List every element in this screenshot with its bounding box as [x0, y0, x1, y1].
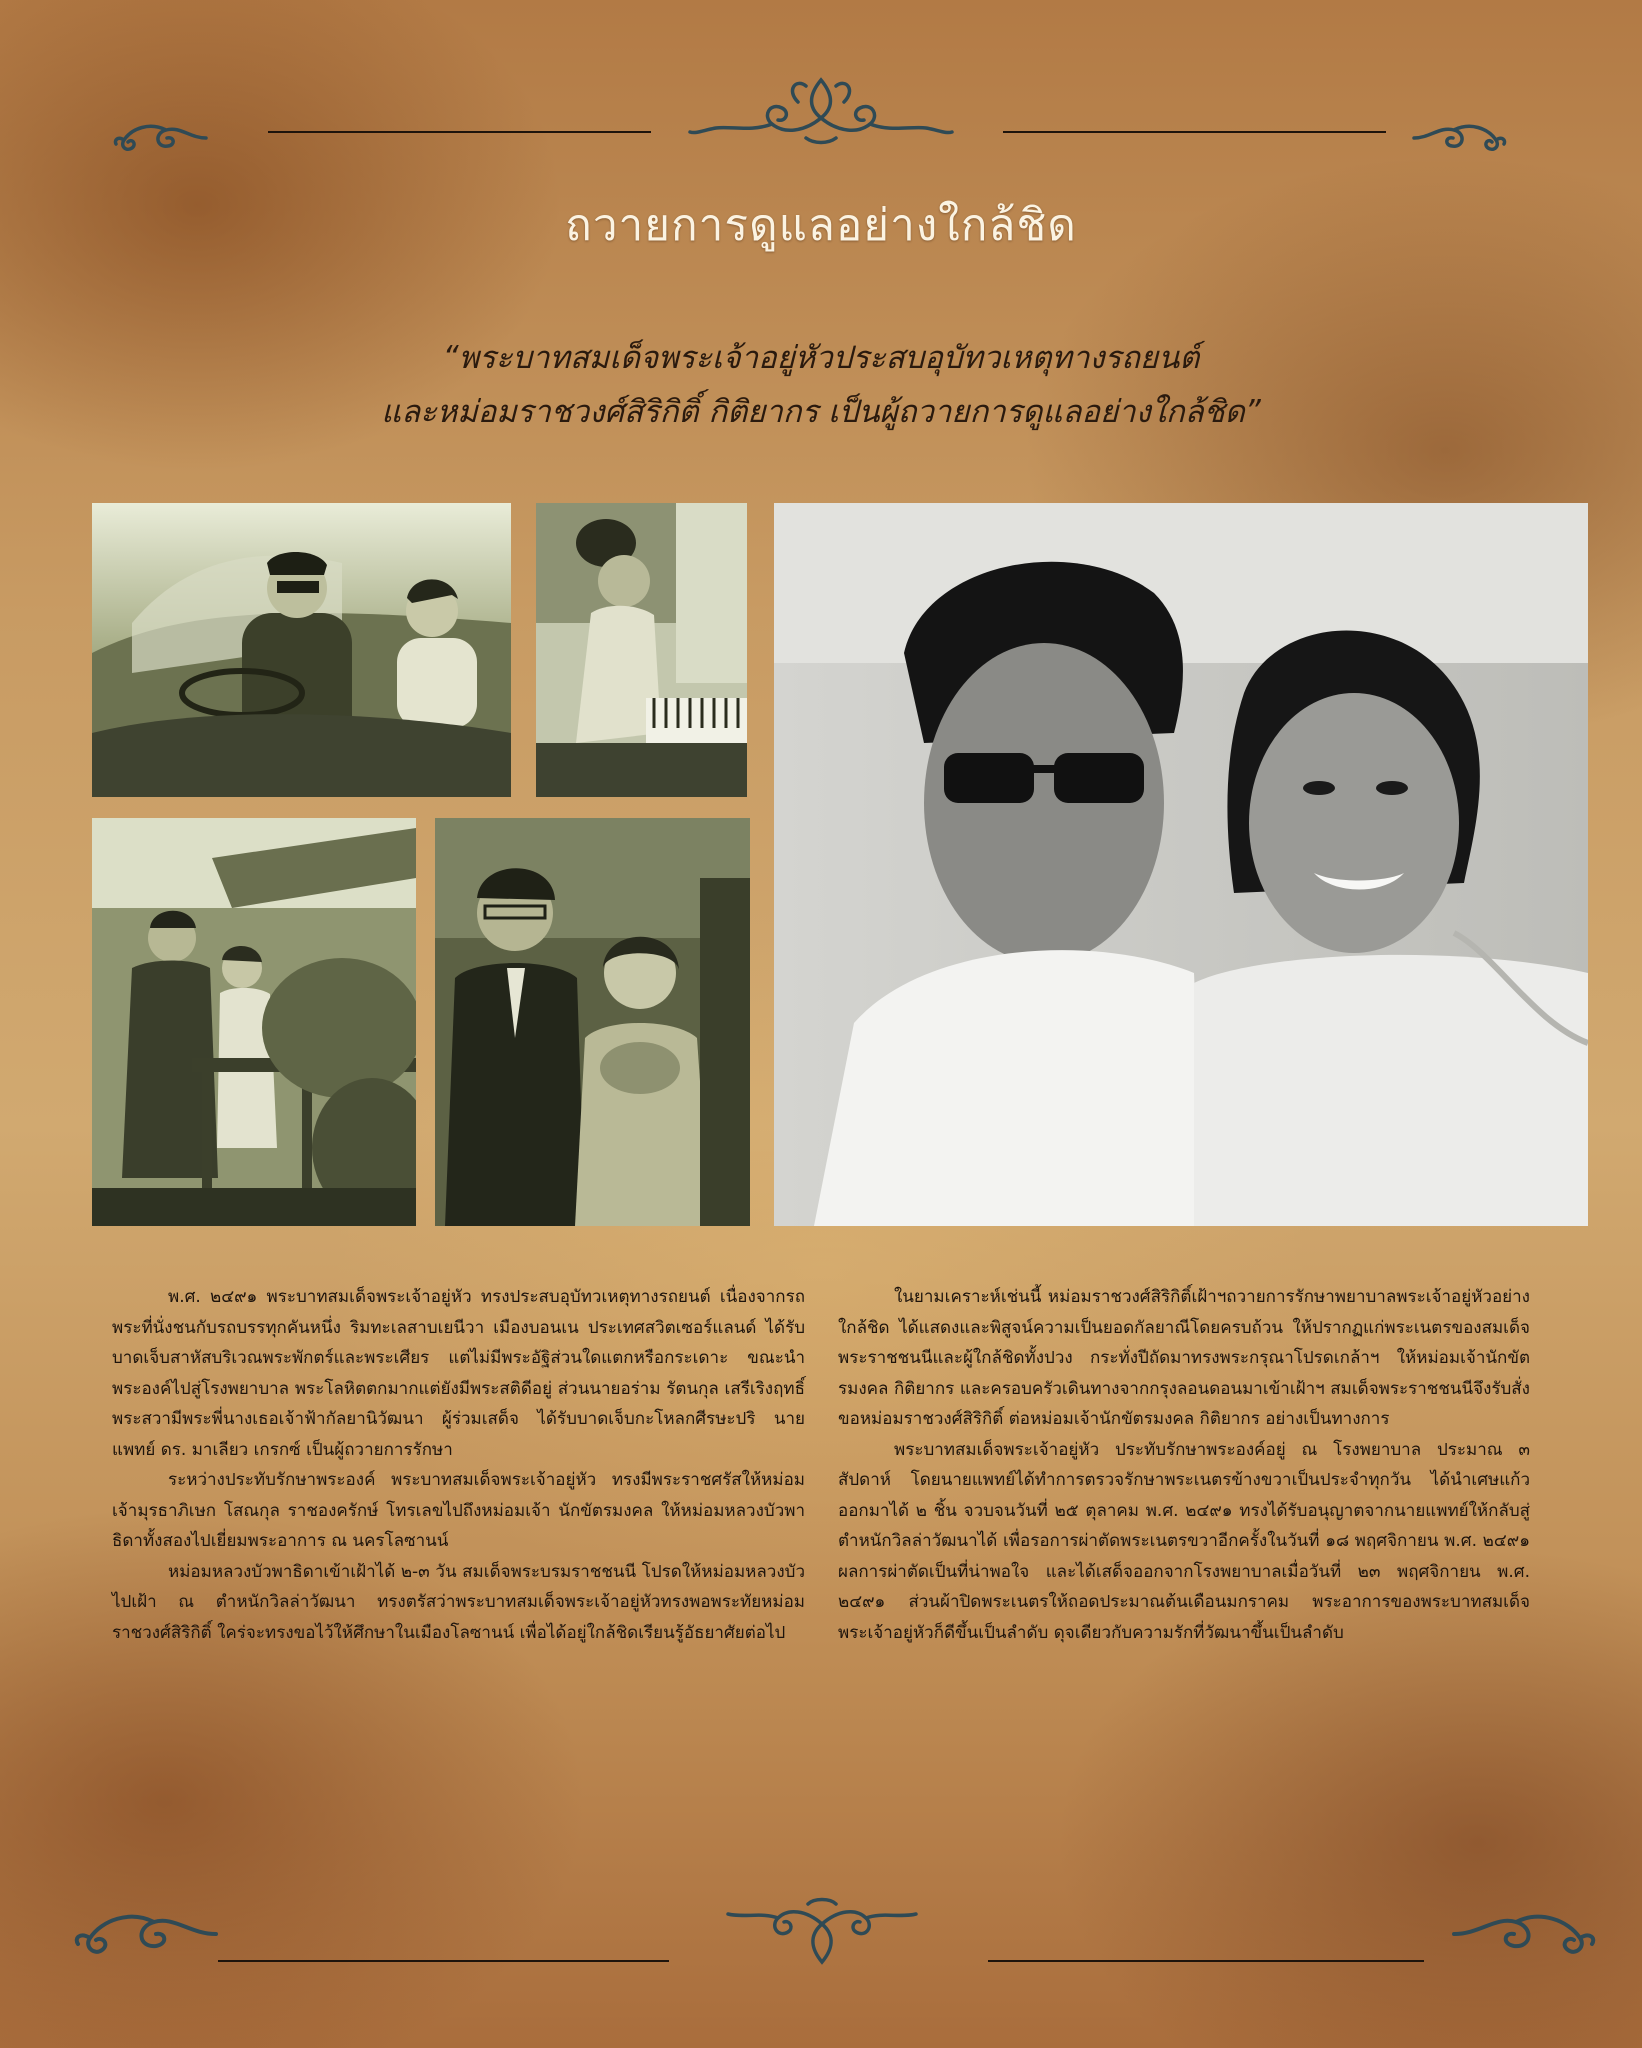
right-text-column: [838, 1282, 1530, 1648]
photo-couple-standing: [435, 818, 750, 1226]
right-paragraph-1: ในยามเคราะห์เช่นนี้ หม่อมราชวงศ์สิริกิติ์เฝ้าฯถวายการรักษาพยาบาลพระเจ้าอยู่หัวอย่างใกล้ชิด ได้แสดงและพิสูจน์ความเป็นยอดกัลยาณีโดยครบถ้วน ให้ปรากฏแก่พระเนตรของสมเด็จพระราชชนนีและผู้ใกล้ชิดทั้งปวง กระทั่งปีถัดมาทรงพระกรุณาโปรดเกล้าฯ ให้หม่อมเจ้านักขัตรมงคล กิติยากร และครอบครัวเดินทางจากกรุงลอนดอนมาเข้าเฝ้าฯ สมเด็จพระราชชนนีจึงรับสั่งขอหม่อมราชวงศ์สิริกิติ์ ต่อหม่อมเจ้านักขัตรมงคล กิติยากร อย่างเป็นทางการ: [838, 1287, 1530, 1429]
top-center-ornament-icon: [686, 72, 956, 152]
photo-couple-closeup: [774, 503, 1588, 1226]
top-left-flourish-icon: [110, 118, 210, 158]
photo-piano: [536, 503, 747, 797]
bottom-right-rule: [988, 1960, 1424, 1962]
bottom-right-flourish-icon: [1450, 1906, 1600, 1962]
left-paragraph-1: พ.ศ. ๒๔๙๑ พระบาทสมเด็จพระเจ้าอยู่หัว ทรงประสบอุบัทวเหตุทางรถยนต์ เนื่องจากรถพระที่นั่งชนกับรถบรรทุกคันหนึ่ง ริมทะเลสาบเยนีวา เมืองบอนเน ประเทศสวิตเซอร์แลนด์ ได้รับบาดเจ็บสาหัสบริเวณพระพักตร์และพระเศียร แต่ไม่มีพระอัฐิส่วนใดแตกหรือกระเดาะ ขณะนำพระองค์ไปสู่โรงพยาบาล พระโลหิตตกมากแต่ยังมีพระสติดีอยู่ ส่วนนายอร่าม รัตนกุล เสรีเริงฤทธิ์ พระสวามีพระพี่นางเธอเจ้าฟ้ากัลยานิวัฒนา ผู้ร่วมเสด็จ ได้รับบาดเจ็บกะโหลกศีรษะปริ นายแพทย์ ดร. มาเลียว เกรกซ์ เป็นผู้ถวายการรักษา: [112, 1287, 805, 1460]
right-paragraph-2: พระบาทสมเด็จพระเจ้าอยู่หัว ประทับรักษาพระองค์อยู่ ณ โรงพยาบาล ประมาณ ๓ สัปดาห์ โดยนายแพทย์ได้ทำการตรวจรักษาพระเนตรข้างขวาเป็นประจำทุกวัน ได้นำเศษแก้วออกมาได้ ๒ ชิ้น จวบจนวันที่ ๒๕ ตุลาคม พ.ศ. ๒๔๙๑ ทรงได้รับอนุญาตจากนายแพทย์ให้กลับสู่ตำหนักวิลล่าวัฒนาได้ เพื่อรอการผ่าตัดพระเนตรขวาอีกครั้งในวันที่ ๑๘ พฤศจิกายน พ.ศ. ๒๔๙๑ ผลการผ่าตัดเป็นที่น่าพอใจ และได้เสด็จออกจากโรงพยาบาลเมื่อวันที่ ๒๓ พฤศจิกายน พ.ศ. ๒๔๙๑ ส่วนผ้าปิดพระเนตรให้ถอดประมาณต้นเดือนมกราคม พระอาการของพระบาทสมเด็จพระเจ้าอยู่หัวก็ดีขึ้นเป็นลำดับ ดุจเดียวกับความรักที่วัฒนาขึ้นเป็นลำดับ: [838, 1439, 1530, 1643]
quote-line-1: “พระบาทสมเด็จพระเจ้าอยู่หัวประสบอุบัทวเหตุทางรถยนต์: [442, 340, 1200, 376]
top-left-rule: [268, 131, 651, 133]
top-right-flourish-icon: [1410, 118, 1510, 158]
left-paragraph-3: หม่อมหลวงบัวพาธิดาเข้าเฝ้าได้ ๒-๓ วัน สมเด็จพระบรมราชชนนี โปรดให้หม่อมหลวงบัวไปเฝ้า ณ ตำหนักวิลล่าวัฒนา ทรงตรัสว่าพระบาทสมเด็จพระเจ้าอยู่หัวทรงพอพระทัยหม่อมราชวงศ์สิริกิติ์ ใคร่จะทรงขอไว้ให้ศึกษาในเมืองโลซานน์ เพื่อได้อยู่ใกล้ชิดเรียนรู้อัธยาศัยต่อไป: [112, 1561, 805, 1643]
photo-convertible-car: [92, 503, 511, 797]
left-text-column: [112, 1282, 805, 1648]
photo-garden-balcony: [92, 818, 416, 1226]
page-title: ถวายการดูแลอย่างใกล้ชิด: [565, 200, 1077, 251]
bottom-center-ornament-icon: [722, 1890, 922, 1970]
top-right-rule: [1003, 131, 1386, 133]
bottom-left-rule: [218, 1960, 669, 1962]
quote-line-2: และหม่อมราชวงศ์สิริกิติ์ กิติยากร เป็นผู้ถวายการดูแลอย่างใกล้ชิด”: [381, 394, 1261, 430]
bottom-left-flourish-icon: [70, 1906, 220, 1962]
left-paragraph-2: ระหว่างประทับรักษาพระองค์ พระบาทสมเด็จพระเจ้าอยู่หัว ทรงมีพระราชศรัสให้หม่อมเจ้ามุรธาภิเษก โสณกุล ราชองครักษ์ โทรเลขไปถึงหม่อมเจ้า นักขัตรมงคล ให้หม่อมหลวงบัวพาธิดาทั้งสองไปเยี่ยมพระอาการ ณ นครโลซานน์: [112, 1470, 805, 1551]
